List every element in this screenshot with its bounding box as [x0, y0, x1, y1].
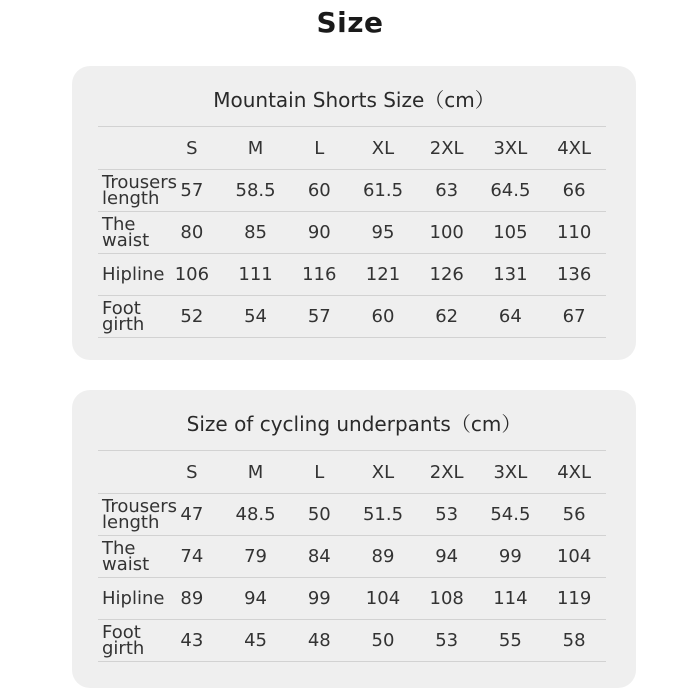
measurement-cell: 45	[224, 620, 288, 662]
size-header: S	[160, 127, 224, 170]
measurement-cell: 94	[415, 536, 479, 578]
header-row	[98, 127, 606, 170]
row-label	[98, 296, 160, 338]
measurement-cell: 136	[542, 254, 606, 296]
measurement-cell: 57	[160, 170, 224, 212]
measurement-cell: 52	[160, 296, 224, 338]
measurement-cell: 58	[542, 620, 606, 662]
row-label-line: length	[102, 511, 160, 533]
size-header: 4XL	[542, 451, 606, 494]
row-label	[98, 254, 165, 296]
cycling-underpants-size-panel	[72, 390, 636, 688]
measurement-cell: 89	[351, 536, 415, 578]
measurement-cell: 50	[287, 494, 351, 536]
size-header: M	[224, 451, 288, 494]
measurement-cell: 105	[479, 212, 543, 254]
row-label-line: waist	[102, 229, 150, 251]
measurement-cell: 95	[351, 212, 415, 254]
measurement-cell: 104	[542, 536, 606, 578]
row-label-line: Trousers	[102, 171, 178, 193]
table-row	[98, 620, 606, 662]
header-row	[98, 451, 606, 494]
measurement-cell: 100	[415, 212, 479, 254]
panel-title: Mountain Shorts Size（cm）	[213, 88, 495, 112]
measurement-cell: 94	[224, 578, 288, 620]
measurement-cell: 114	[479, 578, 543, 620]
measurement-cell: 131	[479, 254, 543, 296]
measurement-cell: 116	[287, 254, 351, 296]
row-label-line: length	[102, 187, 160, 209]
measurement-cell: 53	[415, 494, 479, 536]
row-label-line: Foot	[102, 297, 141, 319]
size-header: 2XL	[415, 451, 479, 494]
measurement-cell: 119	[542, 578, 606, 620]
measurement-cell: 60	[287, 170, 351, 212]
table-row	[98, 254, 606, 296]
measurement-cell: 111	[224, 254, 288, 296]
measurement-cell: 89	[160, 578, 224, 620]
table-row	[98, 296, 606, 338]
size-header: L	[287, 451, 351, 494]
row-label-line: girth	[102, 637, 145, 659]
table-row	[98, 170, 606, 212]
size-header: S	[160, 451, 224, 494]
corner-cell	[98, 127, 160, 170]
row-label	[98, 536, 160, 578]
measurement-cell: 51.5	[351, 494, 415, 536]
corner-cell	[98, 451, 160, 494]
row-label-line: Trousers	[102, 495, 178, 517]
page-title: Size	[316, 6, 384, 39]
row-label	[98, 212, 160, 254]
measurement-cell: 63	[415, 170, 479, 212]
measurement-cell: 74	[160, 536, 224, 578]
row-label-line: Foot	[102, 621, 141, 643]
row-label-line: The	[102, 537, 136, 559]
measurement-cell: 60	[351, 296, 415, 338]
row-label-line: girth	[102, 313, 145, 335]
measurement-cell: 61.5	[351, 170, 415, 212]
row-label-line: Hipline	[102, 587, 165, 609]
mountain-shorts-size-panel	[72, 66, 636, 360]
measurement-cell: 54.5	[479, 494, 543, 536]
measurement-cell: 54	[224, 296, 288, 338]
measurement-cell: 50	[351, 620, 415, 662]
measurement-cell: 53	[415, 620, 479, 662]
table-row	[98, 578, 606, 620]
measurement-cell: 85	[224, 212, 288, 254]
measurement-cell: 99	[287, 578, 351, 620]
measurement-cell: 58.5	[224, 170, 288, 212]
row-label-line: The	[102, 213, 136, 235]
measurement-cell: 56	[542, 494, 606, 536]
measurement-cell: 104	[351, 578, 415, 620]
measurement-cell: 48.5	[224, 494, 288, 536]
measurement-cell: 57	[287, 296, 351, 338]
measurement-cell: 84	[287, 536, 351, 578]
measurement-cell: 106	[160, 254, 224, 296]
size-header: 4XL	[542, 127, 606, 170]
row-label	[98, 170, 178, 212]
measurement-cell: 90	[287, 212, 351, 254]
row-label	[98, 494, 178, 536]
measurement-cell: 80	[160, 212, 224, 254]
measurement-cell: 79	[224, 536, 288, 578]
row-label	[98, 578, 165, 620]
measurement-cell: 47	[160, 494, 224, 536]
size-header: M	[224, 127, 288, 170]
size-table	[98, 450, 606, 662]
size-header: 3XL	[479, 451, 543, 494]
measurement-cell: 66	[542, 170, 606, 212]
measurement-cell: 126	[415, 254, 479, 296]
size-header: 3XL	[479, 127, 543, 170]
measurement-cell: 121	[351, 254, 415, 296]
row-label-line: Hipline	[102, 263, 165, 285]
measurement-cell: 108	[415, 578, 479, 620]
measurement-cell: 48	[287, 620, 351, 662]
measurement-cell: 43	[160, 620, 224, 662]
measurement-cell: 62	[415, 296, 479, 338]
size-header: XL	[351, 127, 415, 170]
size-table	[98, 126, 606, 338]
table-row	[98, 212, 606, 254]
row-label	[98, 620, 160, 662]
size-header: 2XL	[415, 127, 479, 170]
size-header: L	[287, 127, 351, 170]
measurement-cell: 99	[479, 536, 543, 578]
row-label-line: waist	[102, 553, 150, 575]
measurement-cell: 64.5	[479, 170, 543, 212]
size-header: XL	[351, 451, 415, 494]
measurement-cell: 67	[542, 296, 606, 338]
measurement-cell: 55	[479, 620, 543, 662]
measurement-cell: 110	[542, 212, 606, 254]
table-row	[98, 536, 606, 578]
table-row	[98, 494, 606, 536]
measurement-cell: 64	[479, 296, 543, 338]
panel-title: Size of cycling underpants（cm）	[186, 412, 522, 436]
